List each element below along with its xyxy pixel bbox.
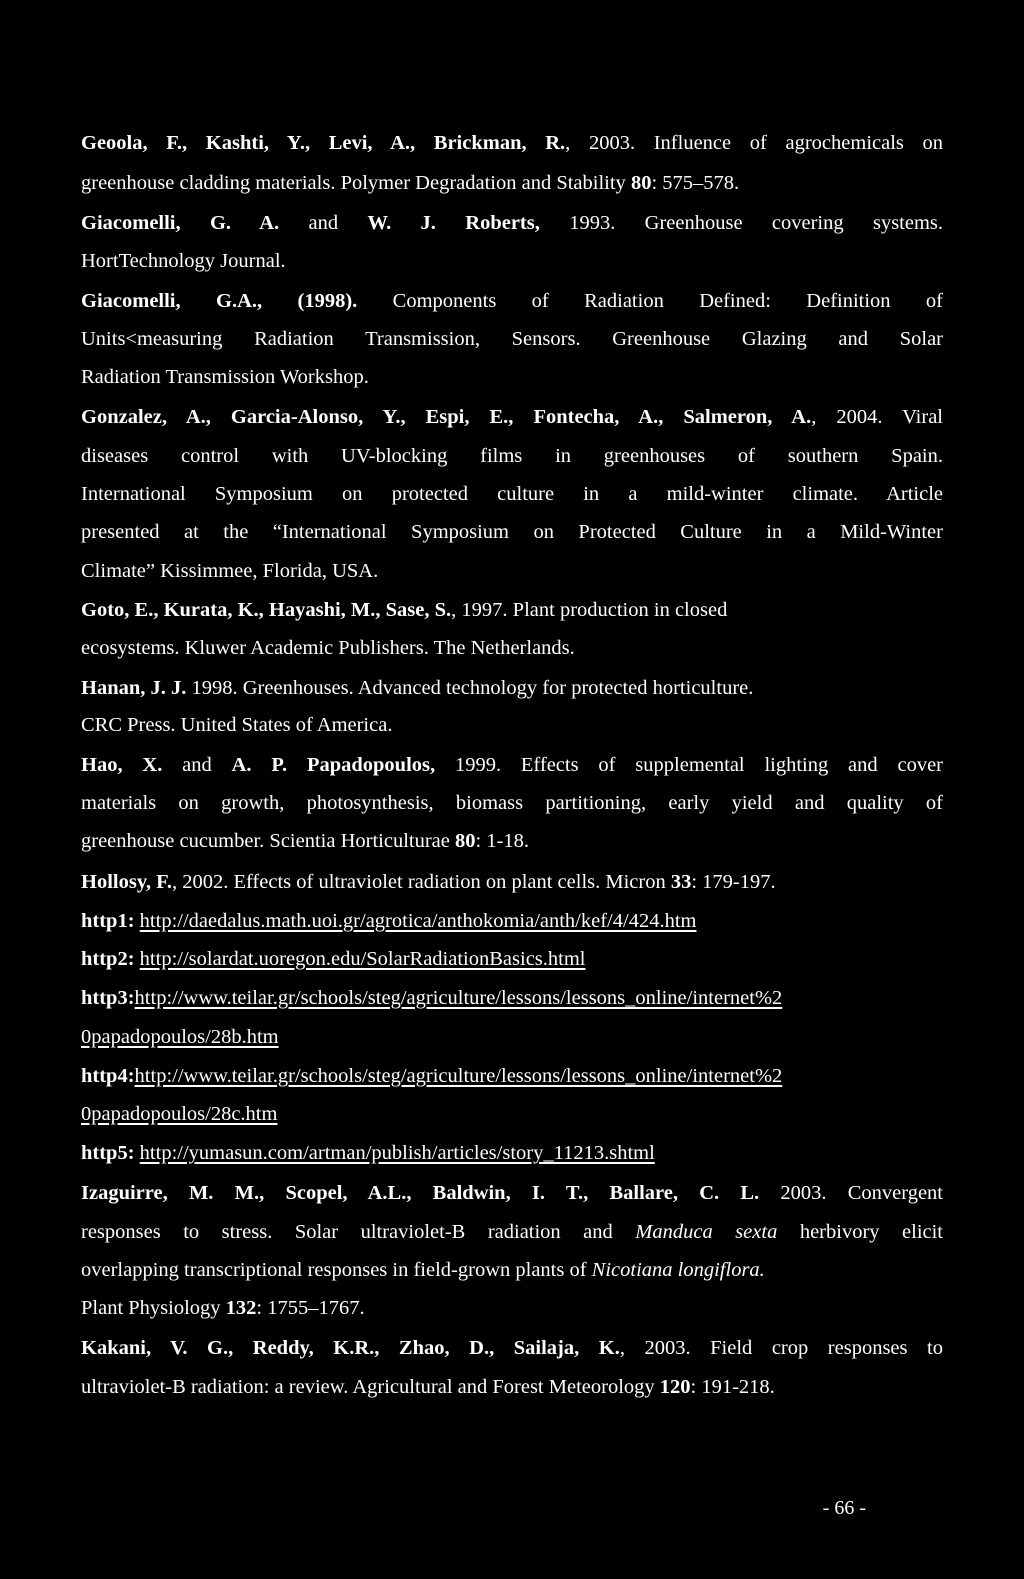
url-link[interactable]: http://www.teilar.gr/schools/steg/agriculture/lessons/lessons_online/internet%2	[134, 1065, 783, 1087]
reference-line: http4:http://www.teilar.gr/schools/steg/agriculture/lessons/lessons_online/internet%2	[81, 1065, 783, 1087]
reference-line: overlapping transcriptional responses in field-grown plants of Nicotiana longiflora.	[81, 1259, 765, 1281]
reference-line: Units<measuring Radiation Transmission, Sensors. Greenhouse Glazing and Solar	[81, 328, 943, 350]
url-link[interactable]: 0papadopoulos/28b.htm	[81, 1026, 279, 1048]
reference-line: Kakani, V. G., Reddy, K.R., Zhao, D., Sailaja, K., 2003. Field crop responses to	[81, 1337, 943, 1359]
reference-line: greenhouse cladding materials. Polymer Degradation and Stability 80: 575–578.	[81, 172, 740, 194]
reference-line	[81, 1102, 943, 1126]
url-link[interactable]: 0papadopoulos/28c.htm	[81, 1103, 278, 1125]
url-link[interactable]: http://yumasun.com/artman/publish/articles/story_11213.shtml	[139, 1142, 655, 1164]
reference-line: Plant Physiology 132: 1755–1767.	[81, 1297, 365, 1319]
reference-line: Climate” Kissimmee, Florida, USA.	[81, 560, 379, 582]
page-number: - 66 -	[822, 1497, 866, 1519]
reference-line: Goto, E., Kurata, K., Hayashi, M., Sase, S., 1997. Plant production in closed	[81, 599, 728, 621]
reference-line: materials on growth, photosynthesis, biomass partitioning, early yield and quality of	[81, 792, 943, 814]
reference-line: Hollosy, F., 2002. Effects of ultraviolet radiation on plant cells. Micron 33: 179-197.	[81, 871, 776, 893]
reference-line: Radiation Transmission Workshop.	[81, 366, 369, 388]
reference-line: Geoola, F., Kashti, Y., Levi, A., Brickman, R., 2003. Influence of agrochemicals on	[81, 132, 944, 154]
reference-line: Giacomelli, G.A., (1998). Components of Radiation Defined: Definition of	[81, 290, 944, 312]
reference-line: presented at the “International Symposium on Protected Culture in a Mild-Winter	[81, 521, 943, 543]
reference-line: diseases control with UV-blocking films in greenhouses of southern Spain.	[81, 445, 943, 467]
reference-line: ultraviolet-B radiation: a review. Agricultural and Forest Meteorology 120: 191-218.	[81, 1376, 775, 1398]
reference-line: http3:http://www.teilar.gr/schools/steg/agriculture/lessons/lessons_online/internet%2	[81, 987, 783, 1009]
url-link[interactable]: http://www.teilar.gr/schools/steg/agriculture/lessons/lessons_online/internet%2	[134, 987, 783, 1009]
reference-line: International Symposium on protected culture in a mild-winter climate. Article	[81, 483, 943, 505]
reference-line: http1: http://daedalus.math.uoi.gr/agrotica/anthokomia/anth/kef/4/424.htm	[81, 910, 697, 932]
reference-line: http5: http://yumasun.com/artman/publish/articles/story_11213.shtml	[81, 1142, 655, 1164]
reference-line: ecosystems. Kluwer Academic Publishers. The Netherlands.	[81, 637, 575, 659]
reference-line: Hao, X. and A. P. Papadopoulos, 1999. Effects of supplemental lighting and cover	[81, 754, 944, 776]
reference-line: Izaguirre, M. M., Scopel, A.L., Baldwin, I. T., Ballare, C. L. 2003. Convergent	[81, 1182, 944, 1204]
reference-line: greenhouse cucumber. Scientia Horticulturae 80: 1-18.	[81, 830, 530, 852]
reference-line: Hanan, J. J. 1998. Greenhouses. Advanced technology for protected horticulture.	[81, 677, 754, 699]
reference-line: HortTechnology Journal.	[81, 250, 286, 272]
reference-line: responses to stress. Solar ultraviolet-B radiation and Manduca sexta herbivory elicit	[81, 1221, 943, 1243]
reference-line	[81, 1025, 943, 1049]
reference-line: http2: http://solardat.uoregon.edu/SolarRadiationBasics.html	[81, 948, 586, 970]
reference-line: Gonzalez, A., Garcia-Alonso, Y., Espi, E., Fontecha, A., Salmeron, A., 2004. Viral	[81, 406, 943, 428]
reference-line: CRC Press. United States of America.	[81, 714, 393, 736]
url-link[interactable]: http://daedalus.math.uoi.gr/agrotica/anthokomia/anth/kef/4/424.htm	[139, 910, 697, 932]
reference-line: Giacomelli, G. A. and W. J. Roberts, 1993. Greenhouse covering systems.	[81, 212, 944, 234]
url-link[interactable]: http://solardat.uoregon.edu/SolarRadiationBasics.html	[139, 948, 586, 970]
